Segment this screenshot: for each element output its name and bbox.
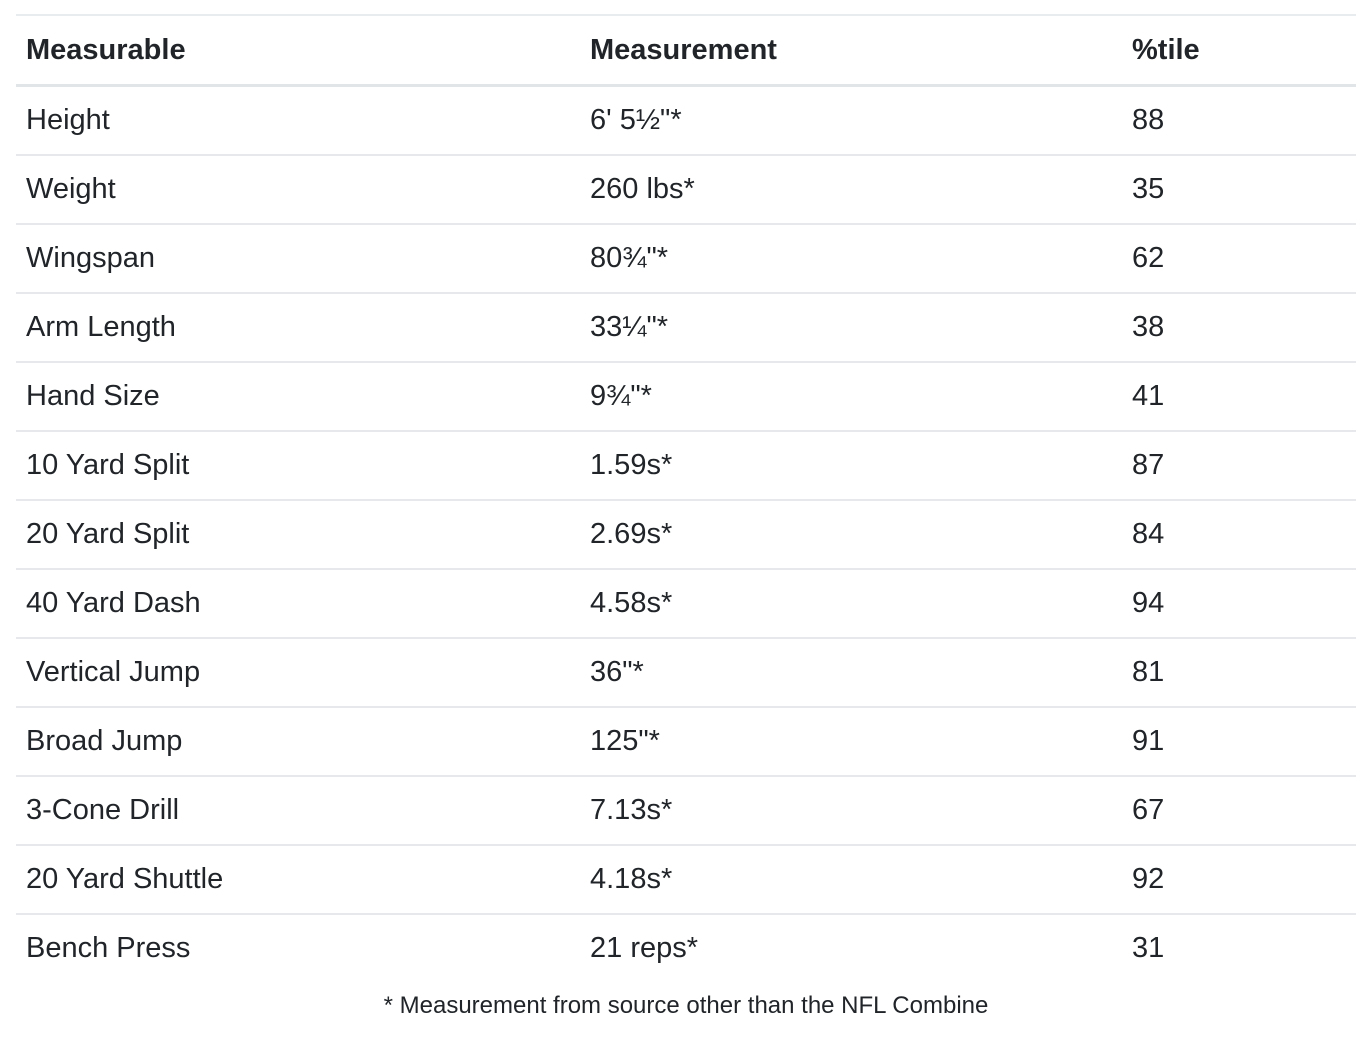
cell-measurement: 36"*: [590, 655, 644, 688]
header-measurable: Measurable: [26, 33, 186, 66]
cell-measurement: 7.13s*: [590, 793, 673, 826]
header-row: [16, 15, 1356, 86]
cell-percentile: 35: [1132, 172, 1165, 205]
cell-percentile: 88: [1132, 103, 1165, 136]
cell-percentile: 92: [1132, 862, 1165, 895]
cell-measurable: Weight: [26, 172, 116, 205]
table-header: [16, 15, 1356, 86]
cell-measurement: 33¼"*: [590, 310, 669, 343]
table-body: [16, 86, 1356, 983]
cell-measurement: 4.58s*: [590, 586, 673, 619]
table-row: [16, 845, 1356, 914]
cell-measurement: 4.18s*: [590, 862, 673, 895]
cell-measurement: 6' 5½"*: [590, 103, 682, 136]
cell-percentile: 87: [1132, 448, 1165, 481]
cell-percentile: 81: [1132, 655, 1165, 688]
cell-measurement: 9¾"*: [590, 379, 652, 412]
cell-measurement: 125"*: [590, 724, 660, 757]
table-row: [16, 500, 1356, 569]
cell-measurement: 2.69s*: [590, 517, 673, 550]
cell-measurable: Bench Press: [26, 932, 191, 964]
cell-percentile: 41: [1132, 379, 1165, 412]
cell-percentile: 62: [1132, 241, 1165, 274]
cell-percentile: 94: [1132, 586, 1165, 619]
table-row: [16, 224, 1356, 293]
cell-measurement: 80¾"*: [590, 241, 669, 274]
table-row: [16, 707, 1356, 776]
table-row: [16, 914, 1356, 983]
header-measurement: Measurement: [590, 33, 777, 66]
cell-measurable: 20 Yard Split: [26, 517, 190, 550]
footnote: * Measurement from source other than the NFL Combine: [383, 992, 989, 1019]
cell-measurement: 1.59s*: [590, 448, 673, 481]
cell-measurement: 21 reps*: [590, 932, 699, 964]
cell-measurable: Wingspan: [26, 241, 155, 274]
cell-percentile: 84: [1132, 517, 1165, 550]
cell-measurable: Vertical Jump: [26, 655, 201, 688]
table-row: [16, 362, 1356, 431]
table-row: [16, 431, 1356, 500]
table-row: [16, 776, 1356, 845]
measurables-table: [16, 14, 1356, 983]
cell-measurable: Height: [26, 103, 110, 136]
cell-measurable: Hand Size: [26, 379, 160, 412]
cell-measurable: 40 Yard Dash: [26, 586, 201, 619]
cell-percentile: 38: [1132, 310, 1165, 343]
cell-measurable: 20 Yard Shuttle: [26, 862, 224, 895]
cell-measurement: 260 lbs*: [590, 172, 695, 205]
table-row: [16, 293, 1356, 362]
table-row: [16, 638, 1356, 707]
measurables-table-container: [16, 14, 1356, 983]
cell-percentile: 67: [1132, 793, 1165, 826]
cell-measurable: Arm Length: [26, 310, 176, 343]
table-row: [16, 569, 1356, 638]
header-percentile: %tile: [1132, 33, 1200, 66]
table-row: [16, 155, 1356, 224]
cell-measurable: 3-Cone Drill: [26, 793, 180, 826]
cell-percentile: 31: [1132, 932, 1165, 964]
cell-measurable: Broad Jump: [26, 724, 183, 757]
table-row: [16, 86, 1356, 155]
cell-percentile: 91: [1132, 724, 1165, 757]
cell-measurable: 10 Yard Split: [26, 448, 190, 481]
